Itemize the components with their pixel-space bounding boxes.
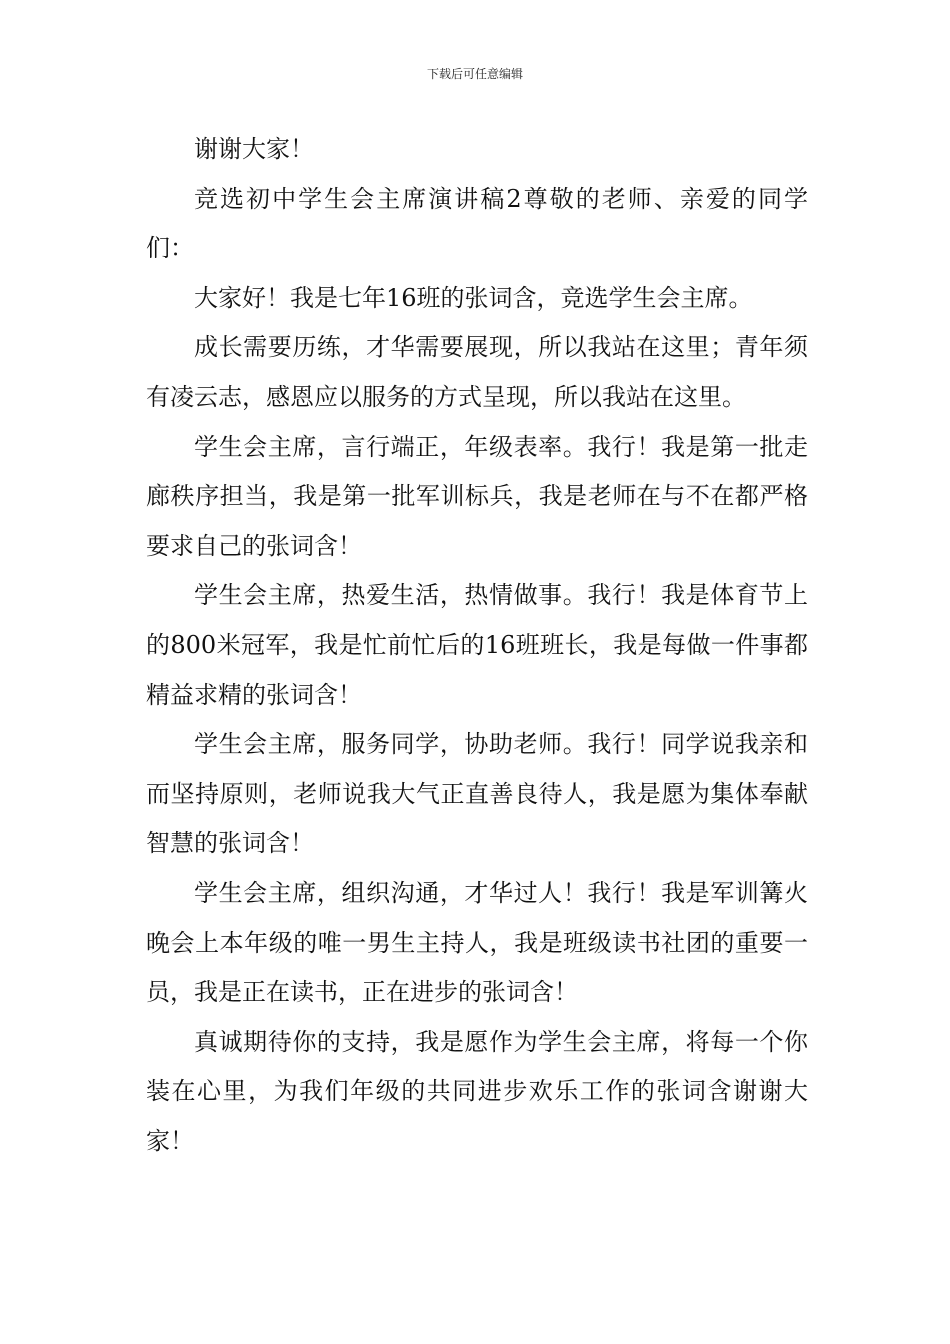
paragraph: 真诚期待你的支持，我是愿作为学生会主席，将每一个你装在心里，为我们年级的共同进步欢乐工作的张词含谢谢大家！: [146, 1027, 808, 1155]
paragraph: 大家好！我是七年16班的张词含，竞选学生会主席。: [194, 283, 753, 312]
document-body: [146, 125, 808, 1166]
paragraph: 学生会主席，言行端正，年级表率。我行！我是第一批走廊秩序担当，我是第一批军训标兵，我是老师在与不在都严格要求自己的张词含！: [146, 432, 808, 560]
paragraph: 学生会主席，热爱生活，热情做事。我行！我是体育节上的800米冠军，我是忙前忙后的16班班长，我是每做一件事都精益求精的张词含！: [146, 581, 808, 709]
page-header: 下载后可任意编辑: [426, 67, 523, 81]
paragraph: 学生会主席，组织沟通，才华过人！我行！我是军训篝火晚会上本年级的唯一男生主持人，我是班级读书社团的重要一员，我是正在读书，正在进步的张词含！: [146, 878, 808, 1007]
paragraph: 谢谢大家！: [194, 135, 314, 163]
paragraph: 成长需要历练，才华需要展现，所以我站在这里；青年须有凌云志，感恩应以服务的方式呈现，所以我站在这里。: [146, 333, 808, 411]
paragraph: 竞选初中学生会主席演讲稿2尊敬的老师、亲爱的同学们：: [146, 184, 808, 263]
paragraph: 学生会主席，服务同学，协助老师。我行！同学说我亲和而坚持原则，老师说我大气正直善良待人，我是愿为集体奉献智慧的张词含！: [146, 730, 808, 858]
